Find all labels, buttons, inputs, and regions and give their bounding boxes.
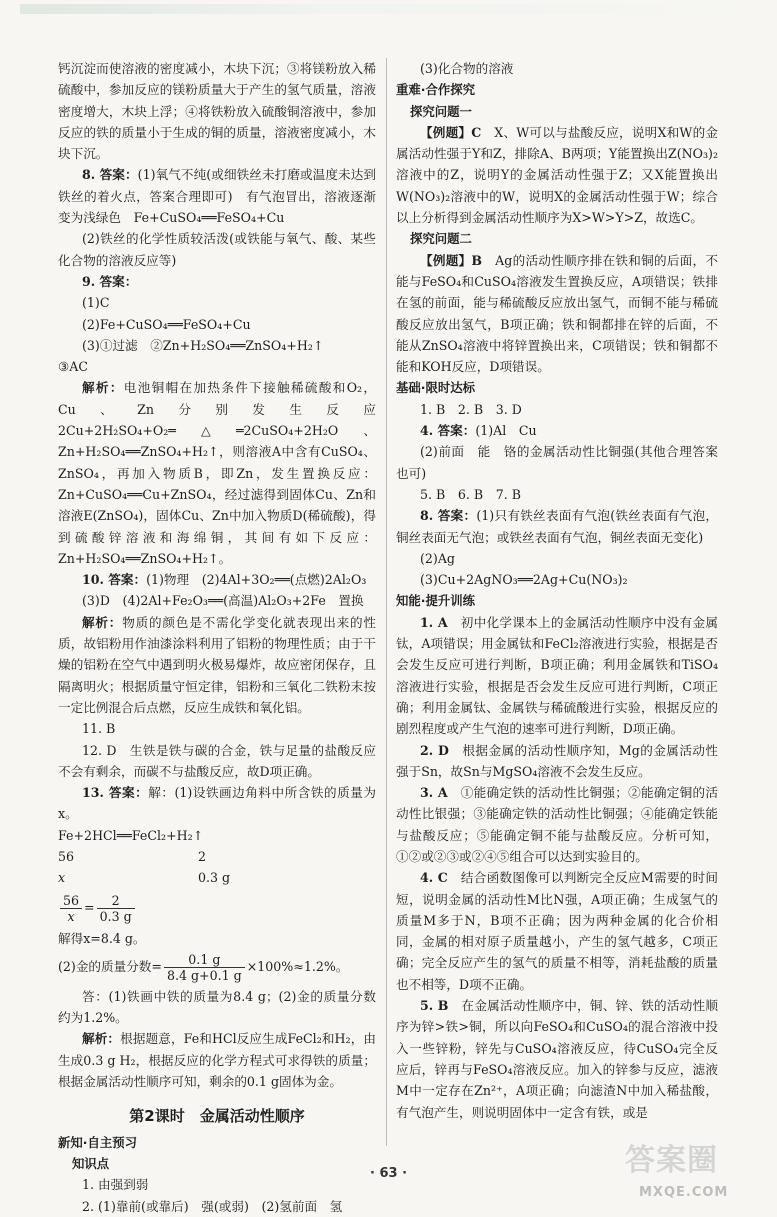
answer-4-part2: (2)前面 能 铬的金属活动性比铜强(其他合理答案也可) [396,444,718,481]
answers-5-7: 5. B 6. B 7. B [420,486,522,502]
answer-9-part2: (2)Fe+CuSO₄══FeSO₄+Cu [82,316,251,332]
answer-9-part1: (1)C [82,295,110,311]
explanation-9: 解析：电池铜帽在加热条件下接触稀硫酸和O₂，Cu、Zn分别发生反应2Cu+2H₂SO₄+O₂═△═2CuSO₄+2H₂O、Zn+H₂SO₄══ZnSO₄+H₂↑，则溶液A中含有CuSO₄、ZnSO₄，再加入物质B，即Zn，发生置换反应：Zn+CuSO₄══Cu+ZnSO₄，经过滤得到固体Cu、Zn和溶液E(ZnSO₄)，固体Cu、Zn中加入物质D(稀硫酸)，得到硫酸锌溶液和海绵铜，其间有如下反应：Zn+H₂SO₄══ZnSO₄+H₂↑。 [58,380,377,566]
section-heading: 新知·自主预习 [58,1134,138,1150]
header-band [20,4,757,14]
column-divider [386,58,387,1146]
training-1: 1. A 初中化学课本上的金属活动性顺序中没有金属钛，A项错误；用金属钛和FeCl₂溶液进行实验，根据是否会发生反应可进行判断，B项正确；利用金属铁和TiSO₄溶液进行实验，根据是否会发生反应可进行判断，C项正确；利用金属钛、金属铁与稀硫酸进行实验，根据反应的剧烈程度或产生气泡的速率可进行判断，D项正确。 [396,614,718,737]
fraction: $\frac{2}{0.3 g}$ [97,893,135,924]
answer-10-part2: (3)D (4)2Al+Fe₂O₃══(高温)Al₂O₃+2Fe 置换 [82,593,364,609]
proportion: $\frac{56}{x}$ = $\frac{2}{0.3 g}$ [58,893,376,924]
left-column [58,58,376,1217]
answer-10: 10. 答案：(1)物理 (2)4Al+3O₂══(点燃)2Al₂O₃ [82,572,367,588]
equation-13: Fe+2HCl══FeCl₂+H₂↑ [58,827,204,843]
subsection-heading: 知识点 [72,1155,110,1171]
answer-label: 8. 答案： [82,167,138,183]
example-2: 【例题】B Ag的活动性顺序排在铁和铜的后面，不能与FeSO₄和CuSO₄溶液发生置换反应，A项错误；铁排在氢的前面，能与稀硫酸反应放出氢气，而铜不能与稀硫酸反应放出氢气，B项正确；铁和铜都排在锌的后面，不能从ZnSO₄溶液中将锌置换出来，C项错误；铁和铜都不能和KOH反应，D项错误。 [396,252,718,375]
answer-9-part3: (3)①过滤 ②Zn+H₂SO₄══ZnSO₄+H₂↑ [82,337,324,353]
watermark-glyphs: 答案圈 [625,1143,718,1178]
training-3: 3. A ①能确定铁的活动性比铜强；②能确定铜的活动性比银强；③能确定铁的活动性比铜强；④能确定铁能与盐酸反应；⑤能确定铜不能与盐酸反应。分析可知，①②或②③或②④⑤组合可以达到实验目的。 [396,785,718,864]
knowledge-1: 1. 由强到弱 [82,1177,149,1193]
text-block: 钙沉淀而使溶液的密度减小，木块下沉；③将镁粉放入稀硫酸中，参加反应的镁粉质量大于产生的氢气质量，溶液密度增大，木块上浮；④将铁粉放入硫酸铜溶液中，参加反应的铁的质量小于生成的铜的质量，溶液密度减小，木块下沉。 [58,61,376,162]
answer-12: 12. D 生铁是铁与碳的合金，铁与足量的盐酸反应不会有剩余，而碳不与盐酸反应，故D项正确。 [58,742,376,779]
answer-4: 4. 答案：(1)Al Cu [420,423,537,439]
mass-row-1: 56 2 [58,848,207,864]
right-column [396,58,718,1123]
answer-8-part2: (2)Ag [420,550,455,566]
section-heading: 基础·限时达标 [396,380,476,396]
mass-row-2: x 0.3 g [58,870,231,886]
percent-line: (2)金的质量分数= $\frac{0.1 g}{8.4 g+0.1 g}$ ×100%≈1.2%。 [58,951,349,983]
training-5: 5. B 在金属活动性顺序中，铜、锌、铁的活动性顺序为锌>铁>铜，所以向FeSO₄和CuSO₄的混合溶液中投入一些锌粉，锌先与CuSO₄溶液反应，待CuSO₄完全反应后，锌再与FeSO₄溶液反应。加入的锌参与反应，滤液M中一定存在Zn²⁺，A项正确；向滤渣N中加入稀盐酸，有气泡产生，则说明固体中一定含有铁，或是 [396,998,718,1120]
section-heading: 知能·提升训练 [396,593,476,609]
answer-8: 8. 答案：(1)氧气不纯(或细铁丝未打磨或温度未达到铁丝的着火点，答案合理即可) 有气泡冒出，溶液逐渐变为浅绿色 Fe+CuSO₄══FeSO₄+Cu [58,167,376,226]
page-number: · 63 · [369,1166,408,1181]
answer-13: 13. 答案：解：(1)设铁画边角料中所含铁的质量为x。 [58,785,377,822]
answer-8: 8. 答案：(1)只有铁丝表面有气泡(铁丝表面有气泡，铜丝表面无气泡；或铁丝表面有气泡，铜丝表面无变化) [396,508,718,545]
answer-8-part3: (3)Cu+2AgNO₃══2Ag+Cu(NO₃)₂ [420,572,628,588]
training-4: 4. C 结合函数图像可以判断完全反应M需要的时间短，说明金属的活动性M比N强，A项正确；生成氢气的质量M多于N，B项不正确；因为两种金属的化合价相同，金属的相对原子质量越小，产生的氢气越多，C项正确；完全反应产生的氢气的质量不相等，消耗盐酸的质量也不相等，D项不正确。 [396,870,718,992]
knowledge-2-part3: (3)化合物的溶液 [420,61,514,76]
answer-9-label: 9. 答案： [82,273,138,289]
training-2: 2. D 根据金属的活动性顺序知，Mg的金属活动性强于Sn，故Sn与MgSO₄溶液不会发生反应。 [396,742,718,779]
solve-line: 解得x=8.4 g。 [58,930,146,946]
explanation-13: 解析：根据题意，Fe和HCl反应生成FeCl₂和H₂，由生成0.3 g H₂，根据反应的化学方程式可求得铁的质量；根据金属活动性顺序可知，剩余的0.1 g固体为金。 [58,1031,377,1090]
explanation-10: 解析：物质的颜色是不需化学变化就表现出来的性质，故铝粉用作油漆涂料利用了铝粉的物理性质；由于干燥的铝粉在空气中遇到明火极易爆炸，故应密闭保存，且隔离明火；根据质量守恒定律，铝粉和三氧化二铁粉末按一定比例混合后点燃，反应生成铁和氧化铝。 [58,614,377,715]
subsection-heading: 探究问题二 [410,231,472,247]
lesson-title: 第2课时 金属活动性顺序 [129,1107,305,1126]
answer-8-part2: (2)铁丝的化学性质较活泼(或铁能与氧气、酸、某些化合物的溶液反应等) [58,231,376,268]
example-1: 【例题】C X、W可以与盐酸反应，说明X和W的金属活动性强于Y和Z，排除A、B两项；Y能置换出Z(NO₃)₂溶液中的Z，说明Y的金属活动性强于Z；又X能置换出W(NO₃)₂溶液中的W，说明X的金属活动性强于W；综合以上分析得到金属活动性顺序为X>W>Y>Z，故选C。 [396,124,718,226]
watermark-logo [625,1143,770,1200]
answer-13-summary: 答：(1)铁画中铁的质量为8.4 g；(2)金的质量分数约为1.2%。 [58,988,376,1026]
subsection-heading: 探究问题一 [410,103,472,119]
watermark-url: MXQE.COM [639,1185,729,1200]
answer-11: 11. B [82,721,116,737]
knowledge-2: 2. (1)靠前(或靠后) 强(或弱) (2)氢前面 氢 [82,1198,343,1214]
answer-9-part4: ③AC [58,359,89,375]
section-heading: 重难·合作探究 [396,82,476,98]
answers-1-3: 1. B 2. B 3. D [420,401,522,417]
fraction: $\frac{56}{x}$ [60,893,82,924]
fraction: $\frac{0.1 g}{8.4 g+0.1 g}$ [164,952,245,983]
